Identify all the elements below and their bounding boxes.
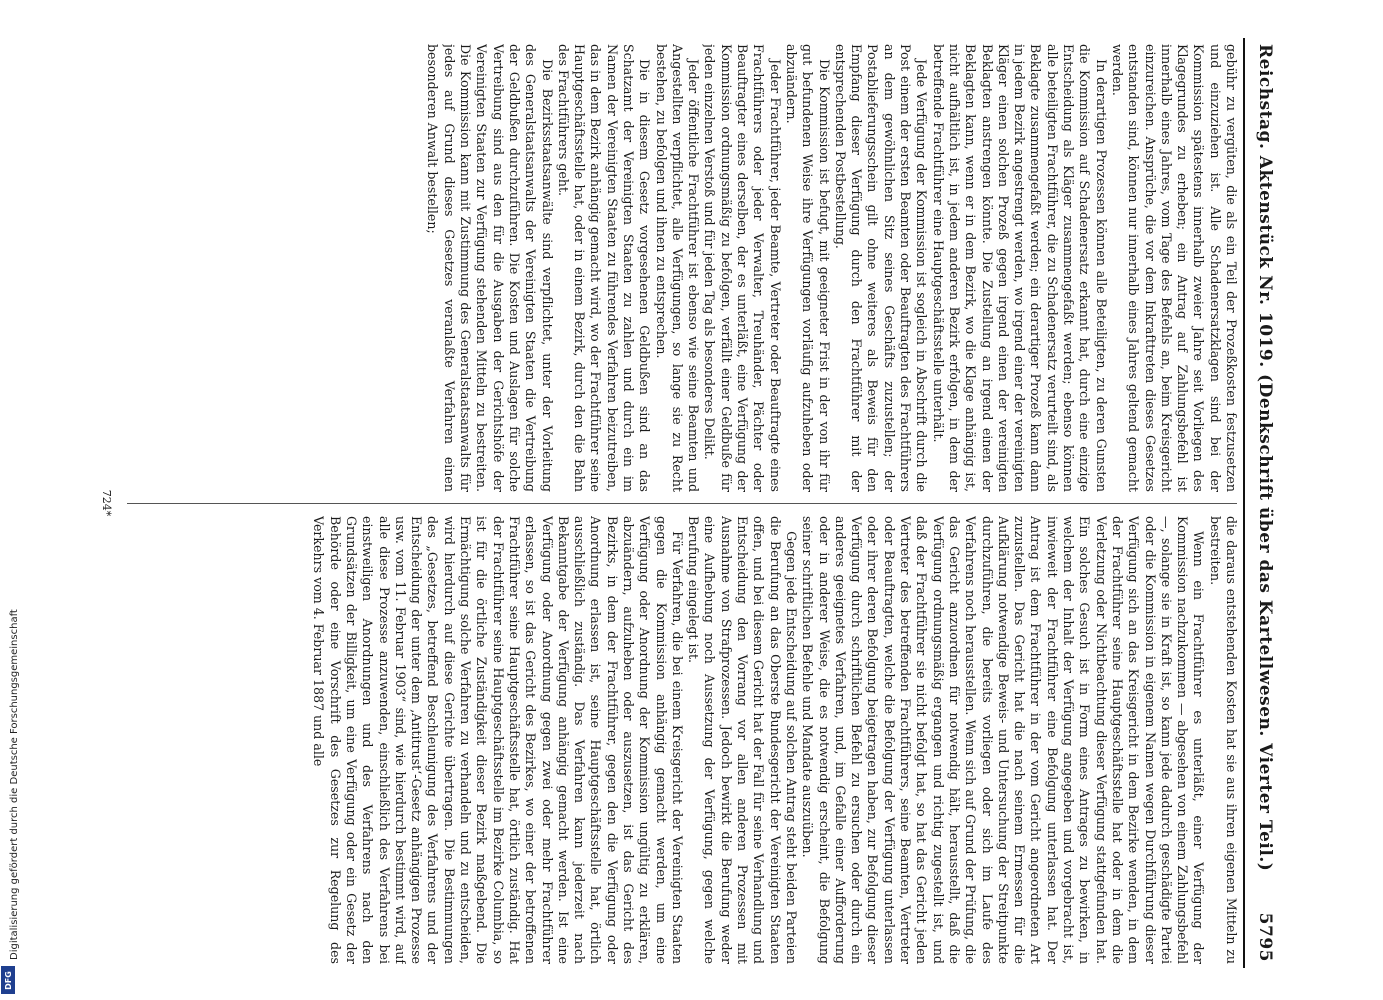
paragraph: Wenn ein Frachtführer es unterläßt, einer Verfügung der Kommission nachzukommen — abgesehen von einem Zahlungsbefehl —, solange sie in Kraft ist, so kann jede dadurch geschädigte Partei oder die Kommission in eigenem Namen wegen Durchführung dieser Verfügung sich an das Kreisgericht in dem Bezirke wenden, in dem der Frachtführer seine Hauptgeschäftsstelle hat oder in dem die Verletzung oder Nichtbeachtung dieser Verfügung stattgefunden hat. Ein solches Gesuch ist in Form eines Antrages zu bewirken, in welchem der Inhalt der Verfügung angegeben und vorgebracht ist, inwieweit der Frachtführer eine Befolgung unterlassen hat. Der Antrag ist dem Frachtführer in der vom Gericht angeordneten Art zuzustellen. Das Gericht hat die nach seinem Ermessen für die Aufklärung notwendige Beweis- und Untersuchung der Streitpunkte durchzuführen, die bereits vorliegen oder sich im Laufe des Verfahrens noch herausstellen. Wenn sich auf Grund der Prüfung, die das Gericht anzuordnen für notwendig hält, herausstellt, daß die Verfügung ordnungsmäßig ergangen und richtig zugestellt ist, und daß der Frachtführer sie nicht befolgt hat, so hat das Gericht jeden Vertreter des betreffenden Frachtführers, seine Beamten, Vertreter oder Beauftragten, welche die Befolgung der Verfügung unterlassen oder ihrer deren Befolgung beigetragen haben, zur Befolgung dieser Verfügung durch schriftlichen Befehl zu ersuchen oder durch ein anderes geeignetes Verfahren, und, im Gefalle einer Aufforderung oder in anderer Weise, die es notwendig erscheint, die Befolgung seiner schriftlichen Befehle und Mandate auszuüben. bbox=[800, 516, 1207, 964]
left-column bbox=[119, 44, 1239, 492]
running-title: Reichstag. Aktenstück Nr. 1019. (Denkschrift über das Kartellwesen. Vierter Teil.) bbox=[1255, 44, 1275, 872]
paragraph: Jede Verfügung der Kommission ist sogleich in Abschrift durch die Post einem der ersten Beamten oder Beauftragten des Frachtführers an dem gewöhnlichen Sitz seines Geschäfts zuzustellen; der Postablieferungsschein gilt ohne weiteres als Beweis für den Empfang dieser Verfügung durch den Frachtführer mit der entsprechenden Postbestellung. bbox=[832, 44, 930, 492]
paragraph: die daraus entstehenden Kosten hat sie aus ihren eigenen Mitteln zu bestreiten. bbox=[1207, 516, 1239, 964]
page-number: 5795 bbox=[1255, 912, 1275, 962]
side-strip bbox=[0, 0, 18, 1000]
paragraph: In derartigen Prozessen können alle Beteiligten, zu deren Gunsten die Kommission auf Schadenersatz erkannt hat, durch eine einzige Entscheidung als Kläger zusammengefaßt werden; ebenso können alle beteiligten Frachtführer, die zu Schadenersatz verurteilt sind, als Beklagte zusammengefaßt werden; ein derartiger Prozeß kann dann in jedem Bezirk angestrengt werden, wo irgend einer der vereinigten Kläger einen solchen Prozeß gegen irgend einen der vereinigten Beklagten anstrengen könnte. Die Zustellung an irgend einen der Beklagten kann, wenn er in dem Bezirk, wo die Klage anhängig ist, nicht aufhältlich ist, in jedem anderen Bezirk erfolgen, in dem der betreffende Frachtführer eine Hauptgeschäftsstelle unterhält. bbox=[930, 44, 1109, 492]
paragraph: Für Verfahren, die bei einem Kreisgericht der Vereinigten Staaten gegen die Kommission anhängig gemacht werden, um eine Verfügung oder Anordnung der Kommission ungültig zu erklären, abzuändern, aufzuheben oder auszusetzen, ist das Gericht des Bezirks, in dem der Frachtführer, gegen den die Verfügung oder Anordnung erlassen ist, seine Hauptgeschäftsstelle hat, örtlich ausschließlich zuständig. Das Verfahren kann jederzeit nach Bekanntgabe der Verfügung anhängig gemacht werden. Ist eine Verfügung oder Anordnung gegen zwei oder mehr Frachtführer erlassen, so ist das Gericht des Bezirkes, wo einer der betroffenen Frachtführer seine Hauptgeschäftsstelle hat, örtlich zuständig. Hat der Frachtführer seine Hauptgeschäftsstelle im Bezirke Columbia, so ist für die örtliche Zuständigkeit dieser Bezirk maßgebend. Die Ermächtigung solche Verfahren zu verhandeln und zu entscheiden, wird hierdurch auf diese Gerichte übertragen. Die Bestimmungen des „Gesetzes, betreffend Beschleunigung des Verfahrens und der Entscheidung der unter dem ‚Antitrust‘-Gesetz anhängigen Prozesse usw. vom 11. Februar 1903“ sind, wie hierdurch bestimmt wird, auf alle diese Prozesse anzuwenden, einschließlich des Verfahrens bei einstweiligen Anordnungen und des Verfahrens nach den Grundsätzen der Billigkeit, um eine Verfügung oder ein Gesetz der Behörde oder eine Vorschrift des Gesetzes zur Regelung des Verkehrs vom 4. Februar 1887 und alle bbox=[311, 516, 685, 964]
document-page bbox=[90, 38, 1285, 968]
dfg-logo-text: DFG bbox=[3, 970, 13, 990]
paragraph: Die Bezirksstaatsanwälte sind verpflichtet, unter der Vorleitung des Generalstaatsanwalts der Vereinigten Staaten die Vertreibung der Geldbußen durchzuführen. Die Kosten und Auslagen für solche Vertreibung sind aus den für die Ausgaben der Gerichtshöfe der Vereinigten Staaten zur Verfügung stehenden Mitteln zu bestreiten. Die Kommission kann mit Zustimmung des Generalstaatsanwalts für jedes auf Grund dieses Gesetzes veranlaßte Verfahren einen besonderen Anwalt bestellen; bbox=[425, 44, 555, 492]
page-header bbox=[1243, 38, 1285, 968]
paragraph: Jeder Frachtführer, jeder Beamte, Vertreter oder Beauftragte eines Frachtführers oder jeder Verwalter, Treuhänder, Pächter oder Beauftragter eines derselben, der es unterläßt, eine Verfügung der Kommission ordnungsmäßig zu befolgen, verfällt einer Geldbuße für jeden einzelnen Verstoß und für jeden Tag als besonderes Delikt. bbox=[702, 44, 783, 492]
right-column bbox=[119, 516, 1239, 964]
paragraph: Die Kommission ist befugt, mit geeigneter Frist in der von ihr für gut befundenen Weise ihre Verfügungen vorläufig aufzuheben oder abzuändern. bbox=[783, 44, 832, 492]
paragraph: Gegen jede Entscheidung auf solchen Antrag steht beiden Parteien die Berufung an das Oberste Bundesgericht der Vereinigten Staaten offen, und bei diesem Gericht hat der Fall für seine Verhandlung und Entscheidung den Vorrang vor allen anderen Prozessen mit Ausnahme von Strafprozessen. Jedoch bewirkt die Berufung weder eine Aufhebung noch Aussetzung der Verfügung, gegen welche Berufung eingelegt ist. bbox=[686, 516, 799, 964]
column-divider bbox=[127, 503, 1237, 504]
paragraph: Die in diesem Gesetz vorgesehenen Geldbußen sind an das Schatzamt der Vereinigten Staaten zu zahlen und durch ein im Namen der Vereinigten Staaten zu führendes Verfahren beizutreiben, das in dem Bezirk anhängig gemacht wird, wo der Frachtführer seine Hauptgeschäftsstelle hat, oder in einem Bezirk, durch den die Bahn des Frachtführers geht. bbox=[555, 44, 653, 492]
digitization-credit: Digitalisierung gefördert durch die Deutsche Forschungsgemeinschaft bbox=[9, 609, 20, 960]
dfg-logo bbox=[1, 966, 15, 994]
page-signature: 724* bbox=[100, 489, 113, 517]
paragraph: Jeder öffentliche Frachtführer ist ebenso wie seine Beamten und Angestellten verpflichtet, alle Verfügungen, so lange sie zu Recht bestehen, zu befolgen und ihnen zu entsprechen. bbox=[653, 44, 702, 492]
paragraph: gebühr zu vergüten, die als ein Teil der Prozeßkosten festzusetzen und einzuziehen ist. Alle Schadenersatzklagen sind bei der Kommission spätestens innerhalb zweier Jahre seit Vorliegen des Klagegrundes zu erheben; ein Antrag auf Zahlungsbefehl ist innerhalb eines Jahres, vom Tage des Befehls an, beim Kreisgericht einzureichen. Ansprüche, die vor dem Inkrafttreten dieses Gesetzes entstanden sind, können nur innerhalb eines Jahres geltend gemacht werden. bbox=[1109, 44, 1239, 492]
